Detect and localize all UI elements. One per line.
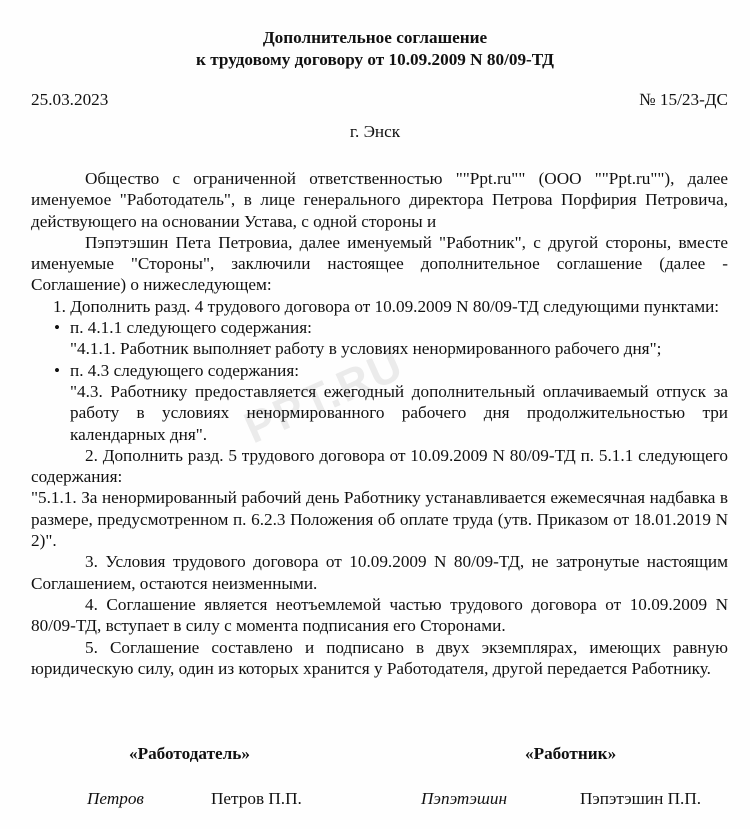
clause-2: 2. Дополнить разд. 5 трудового договора от 10.09.2009 N 80/09-ТД п. 5.1.1 следующего содержания: [31,445,728,487]
bullet-icon: • [54,360,61,380]
bullet-label: п. 4.3 следующего содержания: [70,360,300,380]
document-number: № 15/23-ДС [639,90,728,109]
employer-heading: «Работодатель» [129,744,250,763]
preamble-employer: Общество с ограниченной ответственностью ""Ppt.ru"" (ООО ""Ppt.ru""), далее именуемое "Работодатель", в лице генерального директора Петрова Порфирия Петровича, действующего на основании Устава, с одной стороны и [31,169,728,231]
bullet-label: п. 4.1.1 следующего содержания: [70,318,312,338]
document-city: г. Энск [349,122,401,141]
employee-name: Пэпэтэшин П.П. [580,789,702,808]
bullet-content: "4.1.1. Работник выполняет работу в условиях ненормированного рабочего дня"; [70,339,662,359]
clause-1: 1. Дополнить разд. 4 трудового договора от 10.09.2009 N 80/09-ТД следующими пунктами: [53,296,720,316]
document-title: Дополнительное соглашение [262,28,488,47]
bullet-content: "4.3. Работнику предоставляется ежегодный дополнительный оплачиваемый отпуск за работу в условиях ненормированного рабочего дня продолжительностью три календарных дня". [70,381,728,444]
document-body [31,168,728,679]
employee-heading: «Работник» [525,744,617,763]
document-subtitle: к трудовому договору от 10.09.2009 N 80/09-ТД [196,50,554,69]
bullet-icon: • [54,318,61,338]
clause-1-bullet-list [31,317,728,445]
clause-3: 3. Условия трудового договора от 10.09.2009 N 80/09-ТД, не затронутые настоящим Соглашением, остаются неизменными. [31,552,728,593]
bullet-item [31,317,728,360]
clause-4: 4. Соглашение является неотъемлемой частью трудового договора от 10.09.2009 N 80/09-ТД, вступает в силу с момента подписания его Сторонами. [31,594,728,636]
employer-signature: Петров [87,789,144,808]
preamble-employee: Пэпэтэшин Пета Петровиа, далее именуемый "Работник", с другой стороны, вместе именуемые "Стороны", заключили настоящее дополнительное соглашение (далее - Соглашение) о нижеследующем: [31,232,728,295]
watermark: PPT.RU [237,339,411,454]
employer-name: Петров П.П. [211,789,302,808]
clause-2-content: "5.1.1. За ненормированный рабочий день Работнику устанавливается ежемесячная надбавка в размере, предусмотренном п. 6.2.3 Положения об оплате труда (утв. Приказом от 18.01.2019 N 2)". [31,488,728,551]
bullet-item [31,360,728,445]
document-date: 25.03.2023 [31,90,109,109]
employee-signature: Пэпэтэшин [421,789,508,808]
clause-5: 5. Соглашение составлено и подписано в двух экземплярах, имеющих равную юридическую силу, один из которых хранится у Работодателя, другой передается Работнику. [31,637,728,678]
